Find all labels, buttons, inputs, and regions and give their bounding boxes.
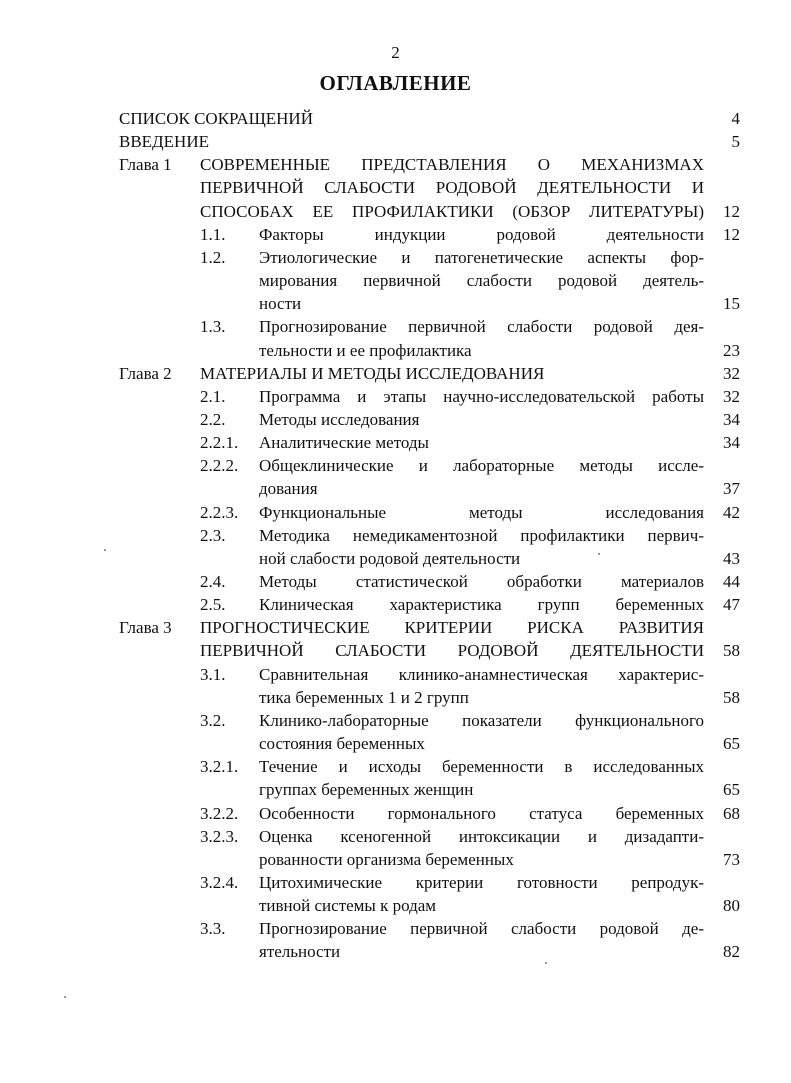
section-title-line: тика беременных 1 и 2 групп <box>259 687 469 707</box>
page-ref: 34 <box>723 433 740 453</box>
section-number: 3.2.4. <box>200 872 239 892</box>
section-title-line: Программа и этапы научно-исследовательской работы <box>259 386 704 406</box>
chapter-title-line: СПОСОБАХ ЕЕ ПРОФИЛАКТИКИ (ОБЗОР ЛИТЕРАТУРЫ) <box>200 201 704 221</box>
section-title-line: Методика немедикаментозной профилактики первич- <box>259 525 704 545</box>
section-title-line: Прогнозирование первичной слабости родовой де- <box>259 919 704 939</box>
section-title-line: Методы статистической обработки материалов <box>259 572 704 591</box>
page-ref: 58 <box>723 641 740 661</box>
section-number: 2.4. <box>200 572 226 591</box>
scan-speck <box>545 962 547 964</box>
page-number: 2 <box>391 43 400 62</box>
section-title-line: ной слабости родовой деятельности <box>259 548 521 568</box>
page-ref: 82 <box>723 942 740 962</box>
scan-speck <box>64 996 66 998</box>
page-ref: 44 <box>723 572 740 591</box>
section-title-line: Оценка ксеногенной интоксикации и дизадапти- <box>259 826 704 846</box>
page-ref: 65 <box>723 734 740 754</box>
section-title-line: состояния беременных <box>259 734 425 754</box>
page-ref: 32 <box>723 386 740 406</box>
chapter-label: Глава 1 <box>119 155 172 175</box>
section-title-line: Особенности гормонального статуса беременных <box>259 803 704 823</box>
toc-entry-text: СПИСОК СОКРАЩЕНИЙ <box>119 109 313 128</box>
page-ref: 80 <box>723 896 740 916</box>
section-title-line: рованности организма беременных <box>259 849 514 869</box>
section-title-line: Методы исследования <box>259 409 420 429</box>
page-ref: 65 <box>723 780 740 800</box>
page-ref: 5 <box>731 132 740 152</box>
section-number: 2.1. <box>200 386 226 406</box>
section-number: 2.2.3. <box>200 502 239 522</box>
page-ref: 12 <box>723 201 740 221</box>
scan-speck <box>598 553 600 555</box>
chapter-title-line: ПЕРВИЧНОЙ СЛАБОСТИ РОДОВОЙ ДЕЯТЕЛЬНОСТИ И <box>200 178 704 198</box>
section-title-line: Сравнительная клинико-анамнестическая характерис- <box>259 664 704 684</box>
section-number: 3.2.2. <box>200 803 239 823</box>
chapter-title-line: ПРОГНОСТИЧЕСКИЕ КРИТЕРИИ РИСКА РАЗВИТИЯ <box>200 618 704 638</box>
chapter-title-line: СОВРЕМЕННЫЕ ПРЕДСТАВЛЕНИЯ О МЕХАНИЗМАХ <box>200 155 704 175</box>
page-ref: 37 <box>723 479 740 499</box>
section-title-line: Прогнозирование первичной слабости родовой дея- <box>259 317 704 337</box>
section-title-line: Аналитические методы <box>259 433 429 453</box>
section-title-line: Цитохимические критерии готовности репродук- <box>259 872 704 892</box>
page-ref: 23 <box>723 340 740 360</box>
section-number: 3.3. <box>200 919 226 939</box>
section-number: 2.2.1. <box>200 433 239 453</box>
section-title-line: ности <box>259 294 302 314</box>
section-title-line: Общеклинические и лабораторные методы иссле- <box>259 456 704 476</box>
section-number: 1.1. <box>200 224 226 244</box>
section-title-line: группах беременных женщин <box>259 780 474 800</box>
section-title-line: Клиническая характеристика групп беременных <box>259 595 704 615</box>
page-ref: 12 <box>723 224 740 244</box>
section-number: 2.3. <box>200 525 226 545</box>
section-title-line: Клинико-лабораторные показатели функционального <box>259 710 704 730</box>
page-ref: 43 <box>723 548 740 568</box>
scan-speck <box>104 549 106 551</box>
chapter-label: Глава 3 <box>119 618 172 638</box>
page-ref: 58 <box>723 687 740 707</box>
section-number: 1.2. <box>200 247 226 267</box>
page-ref: 47 <box>723 595 740 615</box>
section-title-line: тивной системы к родам <box>259 896 437 916</box>
page-ref: 68 <box>723 803 740 823</box>
page-ref: 42 <box>723 502 740 522</box>
page-ref: 4 <box>731 109 740 128</box>
section-title-line: ятельности <box>259 942 341 962</box>
section-number: 3.2. <box>200 710 226 730</box>
section-number: 2.5. <box>200 595 226 615</box>
section-title-line: дования <box>259 479 318 499</box>
page-ref: 34 <box>723 409 740 429</box>
section-number: 2.2.2. <box>200 456 239 476</box>
section-number: 3.2.1. <box>200 757 239 777</box>
page-ref: 32 <box>723 363 740 383</box>
chapter-title-line: МАТЕРИАЛЫ И МЕТОДЫ ИССЛЕДОВАНИЯ <box>200 363 545 383</box>
chapter-label: Глава 2 <box>119 363 172 383</box>
chapter-title-line: ПЕРВИЧНОЙ СЛАБОСТИ РОДОВОЙ ДЕЯТЕЛЬНОСТИ <box>200 641 704 661</box>
section-title-line: Факторы индукции родовой деятельности <box>259 224 704 244</box>
section-number: 3.1. <box>200 664 226 684</box>
section-title-line: Функциональные методы исследования <box>259 502 704 522</box>
section-number: 3.2.3. <box>200 826 239 846</box>
section-number: 1.3. <box>200 317 226 337</box>
toc-title: ОГЛАВЛЕНИЕ <box>319 71 472 95</box>
section-title-line: Этиологические и патогенетические аспекты фор- <box>259 247 704 267</box>
section-title-line: Течение и исходы беременности в исследованных <box>259 757 704 777</box>
toc-entry-text: ВВЕДЕНИЕ <box>119 132 209 152</box>
section-title-line: мирования первичной слабости родовой деятель- <box>259 271 704 291</box>
section-number: 2.2. <box>200 409 226 429</box>
page-ref: 15 <box>723 294 740 314</box>
page-ref: 73 <box>723 849 740 869</box>
section-title-line: тельности и ее профилактика <box>259 340 472 360</box>
